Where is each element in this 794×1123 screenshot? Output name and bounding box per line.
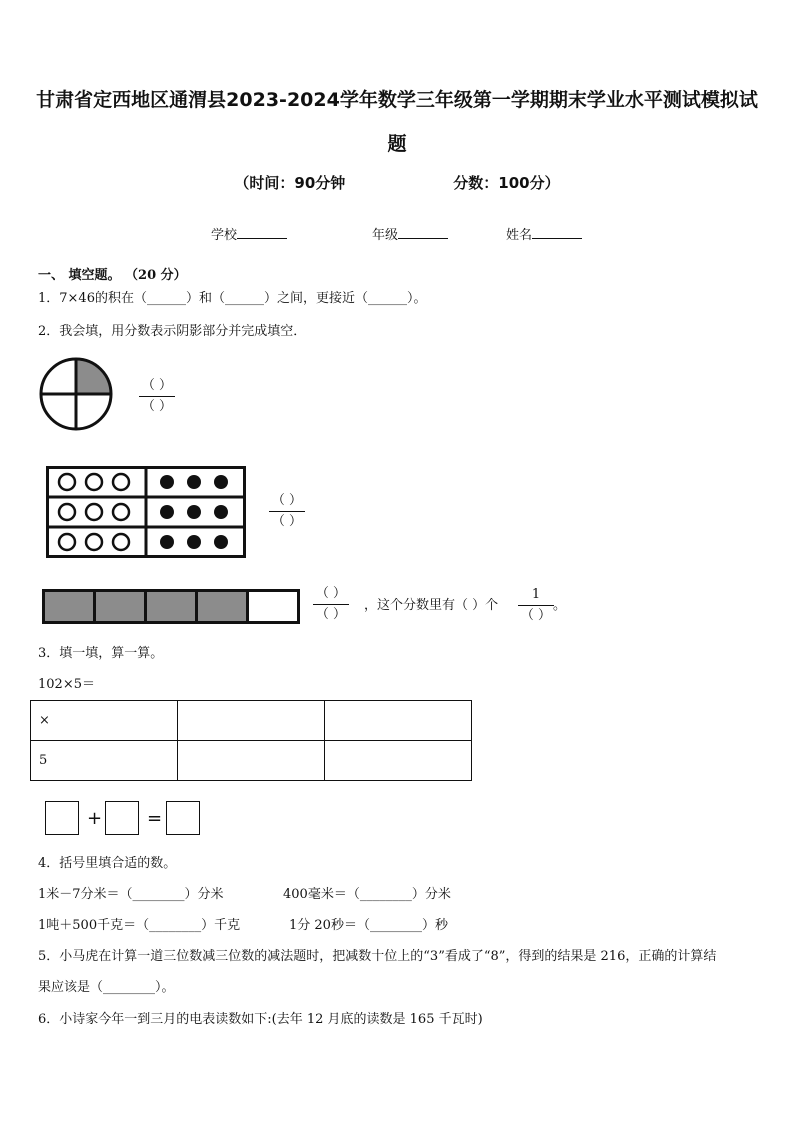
equals-sign: = bbox=[147, 808, 163, 829]
section-heading: 一、 填空题。 （20 分） bbox=[38, 268, 187, 283]
time-label: （时间：90分钟 bbox=[234, 174, 346, 192]
bar-segment-shaded bbox=[95, 591, 146, 623]
question-3: 3．填一填，算一算。 bbox=[38, 646, 164, 661]
question-4a: 1米－7分米＝（________）分米 bbox=[38, 887, 224, 902]
question-1: 1．7×46的积在（______）和（______）之间，更接近（______）。 bbox=[38, 291, 427, 306]
circle-quarters-figure bbox=[38, 356, 114, 432]
table-cell[interactable] bbox=[178, 701, 325, 741]
dot-grid-fraction[interactable]: （ ） （ ） bbox=[265, 493, 309, 530]
empty-dot bbox=[59, 534, 75, 550]
grade-field[interactable]: 年级 bbox=[372, 224, 448, 243]
question-5-line1: 5．小马虎在计算一道三位数减三位数的减法题时，把减数十位上的“3”看成了“8”，得到的结果是 216，正确的计算结 bbox=[38, 949, 717, 964]
bar-question-text: ，这个分数里有（ ）个 bbox=[364, 598, 499, 613]
score-label: 分数：100分） bbox=[453, 174, 560, 192]
question-4b: 400毫米＝（________）分米 bbox=[283, 887, 451, 902]
filled-dot bbox=[214, 535, 228, 549]
exam-subtitle bbox=[0, 172, 794, 193]
table-cell: × bbox=[31, 701, 178, 741]
question-4d: 1分 20秒＝（________）秒 bbox=[289, 918, 448, 933]
circle-fraction[interactable]: （ ） （ ） bbox=[135, 378, 179, 415]
exam-title: 甘肃省定西地区通渭县2023-2024学年数学三年级第一学期期末学业水平测试模拟试题 bbox=[36, 89, 758, 155]
table-cell[interactable] bbox=[178, 741, 325, 781]
bar-segment-empty bbox=[248, 591, 299, 623]
unit-fraction[interactable]: 1 （ ） bbox=[514, 587, 558, 624]
table-cell[interactable] bbox=[325, 741, 472, 781]
empty-dot bbox=[86, 534, 102, 550]
table-row bbox=[31, 741, 472, 781]
empty-dot bbox=[59, 504, 75, 520]
school-field[interactable]: 学校 bbox=[211, 224, 287, 243]
empty-dot bbox=[86, 504, 102, 520]
filled-dot bbox=[160, 475, 174, 489]
empty-dot bbox=[86, 474, 102, 490]
empty-dot bbox=[113, 504, 129, 520]
answer-box-2[interactable] bbox=[105, 801, 139, 835]
filled-dot bbox=[187, 535, 201, 549]
bar-segments-figure bbox=[42, 589, 300, 625]
name-field[interactable]: 姓名 bbox=[506, 224, 582, 243]
filled-dot bbox=[160, 535, 174, 549]
multiplication-table bbox=[30, 700, 472, 781]
filled-dot bbox=[187, 505, 201, 519]
dot-grid-figure bbox=[46, 466, 246, 558]
filled-dot bbox=[214, 505, 228, 519]
bar-segment-shaded bbox=[197, 591, 248, 623]
filled-dot bbox=[160, 505, 174, 519]
question-4c: 1吨＋500千克＝（________）千克 bbox=[38, 918, 241, 933]
filled-dot bbox=[214, 475, 228, 489]
table-row bbox=[31, 701, 472, 741]
question-5-line2: 果应该是（________）。 bbox=[38, 980, 175, 995]
empty-dot bbox=[113, 534, 129, 550]
answer-box-1[interactable] bbox=[45, 801, 79, 835]
question-2: 2．我会填，用分数表示阴影部分并完成填空． bbox=[38, 324, 307, 339]
question-4: 4．括号里填合适的数。 bbox=[38, 856, 177, 871]
filled-dot bbox=[187, 475, 201, 489]
question-3-expression: 102×5＝ bbox=[38, 677, 95, 692]
table-cell[interactable] bbox=[325, 701, 472, 741]
answer-box-3[interactable] bbox=[166, 801, 200, 835]
bar-segment-shaded bbox=[44, 591, 95, 623]
plus-sign: + bbox=[87, 808, 103, 829]
bar-fraction[interactable]: （ ） （ ） bbox=[309, 586, 353, 623]
bar-question-end: 。 bbox=[553, 598, 567, 613]
empty-dot bbox=[59, 474, 75, 490]
bar-segment-shaded bbox=[146, 591, 197, 623]
empty-dot bbox=[113, 474, 129, 490]
question-6: 6．小诗家今年一到三月的电表读数如下:(去年 12 月底的读数是 165 千瓦时) bbox=[38, 1012, 483, 1027]
table-cell: 5 bbox=[31, 741, 178, 781]
